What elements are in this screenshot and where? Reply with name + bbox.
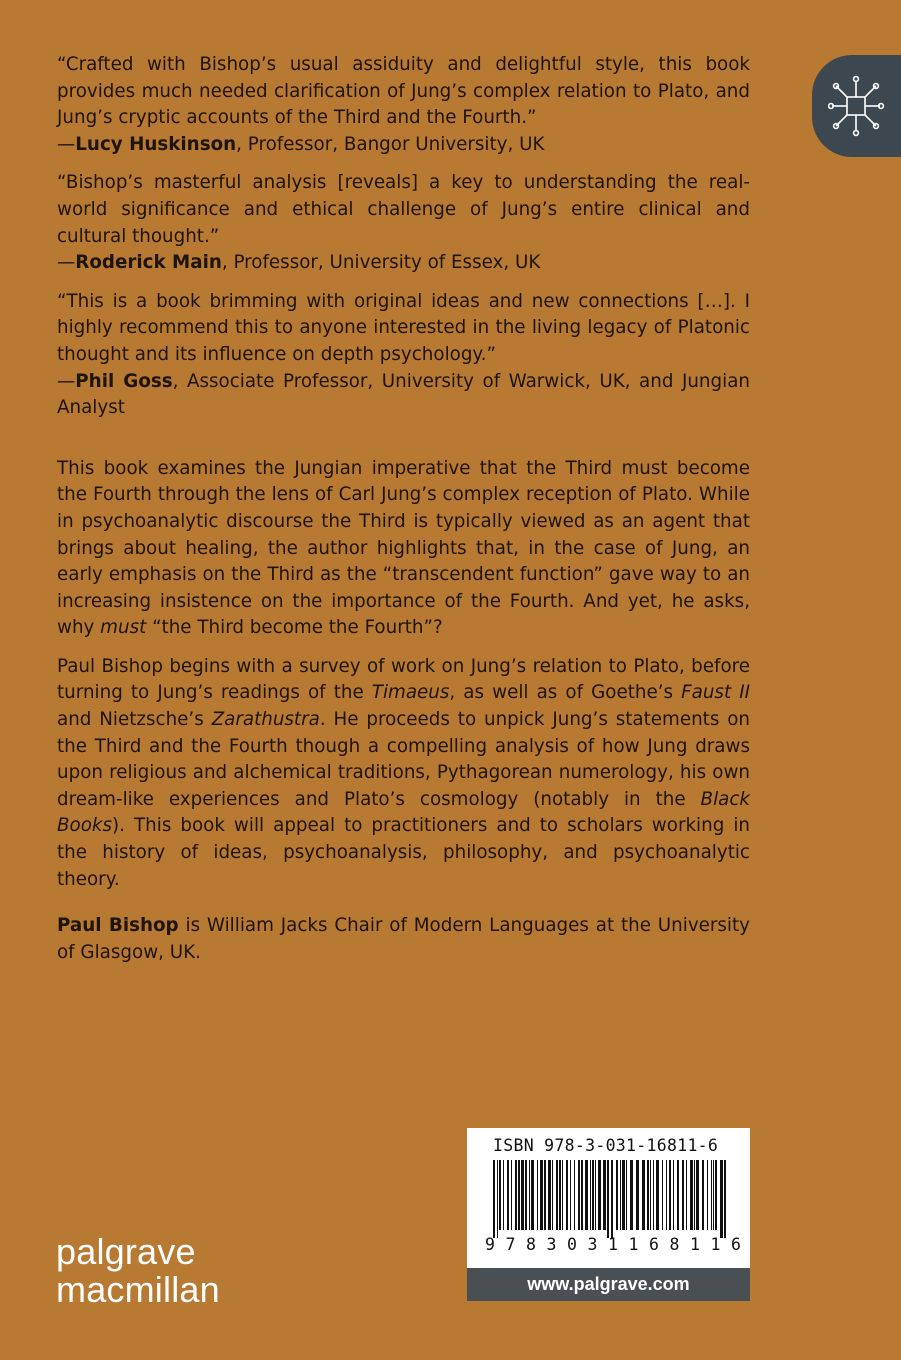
barcode-bar [636,1160,639,1230]
barcode-bar [686,1160,687,1230]
quote-author: Phil Goss [75,370,173,392]
description-paragraph-1: This book examines the Jungian imperative that the Third must become the Fourth through the lens of Carl Jung’s complex reception of Plato. While in psychoanalytic discourse the Third is typically viewed as an agent that brings about healing, the author highlights that, in the case of Jung, an early emphasis on the Third as the “transcendent function” gave way to an increasing insistence on the importance of the Fourth. And yet, he asks, why must “the Third become the Fourth”? [57,457,750,639]
quote-text: “This is a book brimming with original ideas and new connections […]. I highly recommend this to anyone interested in the living legacy of Platonic thought and its influence on depth psychology.” [57,290,750,365]
barcode-bar [715,1160,717,1230]
isbn-digit: 0 [567,1235,577,1254]
barcode-bar [521,1160,524,1230]
isbn-digits [485,1235,741,1254]
isbn-digit: 6 [649,1235,659,1254]
barcode-bar [647,1160,649,1230]
barcode-bar [556,1160,558,1230]
barcode-bar [525,1160,527,1230]
isbn-barcode [467,1128,750,1268]
isbn-digit: 7 [505,1235,516,1254]
barcode-bar [669,1160,671,1230]
barcode-bar [559,1160,561,1230]
barcode-bar [574,1160,575,1230]
barcode-bar [720,1160,723,1238]
barcode-bar [570,1160,571,1230]
barcode-bar [585,1160,588,1230]
isbn-digit: 3 [546,1235,557,1254]
barcode-bar [592,1160,594,1230]
barcode-bar [694,1160,695,1230]
barcode-bar [552,1160,553,1230]
barcode-bar [642,1160,645,1230]
barcode-bar [711,1160,712,1230]
barcode-bar [620,1160,621,1230]
quote-attribution: —Lucy Huskinson, Professor, Bangor University, UK [57,133,545,155]
isbn-digit: 1 [690,1235,700,1254]
barcode-bar [622,1160,625,1230]
quote-author: Lucy Huskinson [75,133,237,155]
barcode-bar [578,1160,580,1230]
quote-author: Roderick Main [75,252,222,274]
barcode-bar [499,1160,501,1230]
isbn-digit: 1 [608,1235,618,1254]
isbn-digit: 6 [731,1235,741,1254]
isbn-digit: 1 [628,1235,639,1254]
barcode-bar [497,1160,498,1238]
barcode-bar [562,1160,563,1230]
barcode-bar [518,1160,520,1230]
barcode-bar [616,1160,618,1230]
barcode-bar [626,1160,627,1230]
barcode-bar [611,1160,613,1238]
barcode-bar [656,1160,659,1230]
quote-affiliation: , Associate Professor, University of Warwick, UK, and Jungian Analyst [57,370,750,419]
barcode-bar [607,1160,609,1238]
barcode-bar [724,1160,726,1238]
publisher-website: www.palgrave.com [467,1268,750,1301]
barcode-bar [581,1160,583,1230]
barcode-bar [673,1160,674,1230]
barcode-bar [507,1160,509,1230]
barcode-bar [540,1160,543,1230]
barcode-bar [662,1160,663,1230]
barcode-bar [598,1160,601,1230]
barcode-bar [650,1160,651,1230]
barcode-bar [682,1160,684,1230]
review-quote-2 [57,170,750,276]
publisher-line-2: macmillan [56,1269,220,1310]
barcode-bar [696,1160,699,1230]
review-quote-3 [57,289,750,422]
barcode-bar [677,1160,679,1230]
barcode-bar [603,1160,606,1230]
isbn-digit: 1 [710,1235,721,1254]
isbn-digit: 8 [669,1235,680,1254]
barcode-bar [511,1160,512,1230]
barcode-bar [537,1160,538,1230]
description-paragraph-2: Paul Bishop begins with a survey of work on Jung’s relation to Plato, before turning to Jung’s readings of the Timaeus, as well as of Goethe’s Faust II and Nietzsche’s Zarathustra. He proceeds to unpick Jung’s statements on the Third and the Fourth though a compelling analysis of how Jung draws upon religious and alchemical traditions, Pythagorean numerology, his own dream-like experiences and Plato’s cosmology (notably in the Black Books). This book will appeal to practitioners and to scholars working in the history of ideas, psychoanalysis, philosophy, and psychoanalytic theory. [57,655,750,890]
barcode-bar [666,1160,667,1230]
back-cover-text [57,52,750,966]
barcode-bar [653,1160,654,1230]
quote-text: “Crafted with Bishop’s usual assiduity and delightful style, this book provides much needed clarification of Jung’s complex relation to Plato, and Jung’s cryptic accounts of the Third and the Fourth.” [57,54,750,129]
quote-text: “Bishop’s masterful analysis [reveals] a key to understanding the real-world significance and ethical challenge of Jung’s entire clinical and cultural thought.” [57,172,750,247]
barcode-bar [590,1160,591,1230]
barcode-bar [544,1160,546,1230]
isbn-digit: 9 [485,1235,495,1254]
barcode-bar [702,1160,704,1230]
barcode-bar [690,1160,693,1230]
review-quote-1 [57,52,750,158]
quote-affiliation: , Professor, Bangor University, UK [236,133,545,155]
barcode-bar [493,1160,495,1238]
springer-nature-network-icon [828,71,886,141]
barcode-bar [515,1160,517,1230]
barcode-bar [595,1160,596,1230]
publisher-line-1: palgrave [56,1231,196,1272]
barcode-bar [529,1160,530,1230]
barcode-bar [713,1160,714,1230]
barcode-bar [531,1160,534,1230]
quote-attribution: —Roderick Main, Professor, University of Essex, UK [57,252,541,274]
author-name: Paul Bishop [57,915,179,937]
quote-affiliation: , Professor, University of Essex, UK [221,252,541,274]
barcode-bar [566,1160,568,1230]
barcode-bar [548,1160,551,1230]
isbn-digit: 8 [526,1235,536,1254]
isbn-digit: 3 [587,1235,598,1254]
publisher-logo-tab [812,55,901,157]
author-bio: Paul Bishop is William Jacks Chair of Modern Languages at the University of Glasgow, UK. [57,915,750,963]
barcode-bars [493,1160,727,1238]
publisher-wordmark [56,1233,220,1309]
isbn-label: ISBN 978-3-031-16811-6 [493,1136,719,1155]
barcode-bar [707,1160,708,1230]
barcode-bar [630,1160,633,1230]
quote-attribution: —Phil Goss, Associate Professor, University of Warwick, UK, and Jungian Analyst [57,370,750,419]
barcode-bar [503,1160,504,1230]
